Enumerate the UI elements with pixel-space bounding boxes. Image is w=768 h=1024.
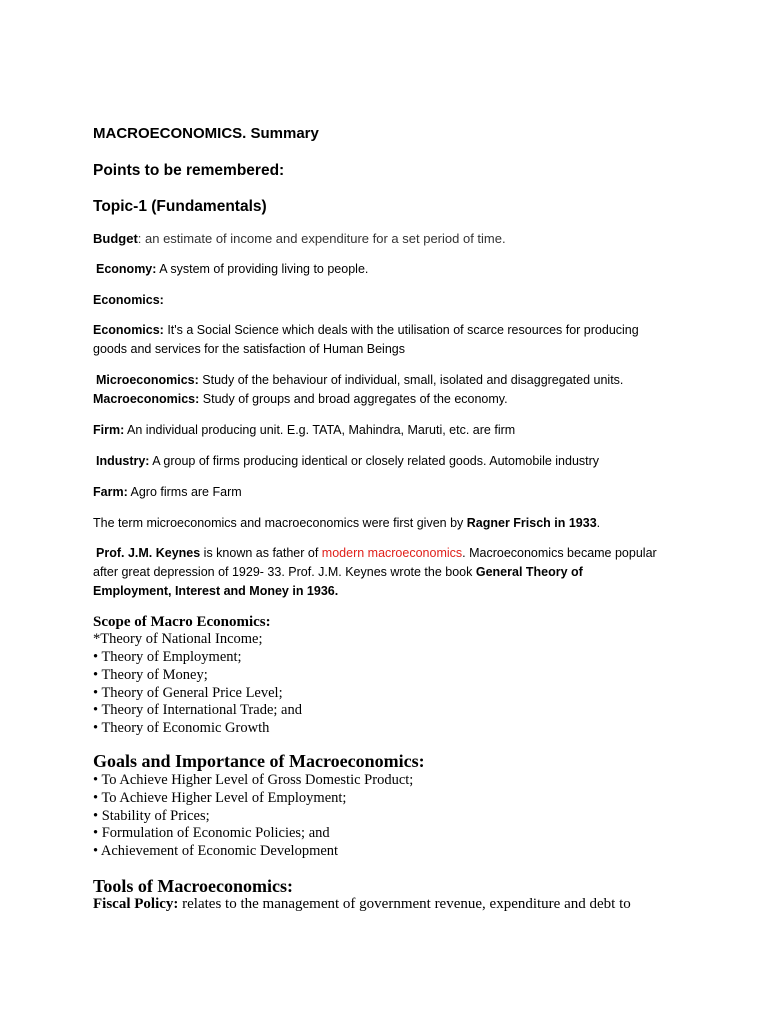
- fiscal-policy-paragraph: [93, 896, 631, 913]
- budget-definition: [93, 229, 506, 248]
- macro-text: Study of groups and broad aggregates of the economy.: [199, 392, 508, 406]
- keynes-book1: General Theory of: [475, 565, 583, 579]
- macro-term: Macroeconomics:: [93, 392, 200, 406]
- micro-definition: [96, 371, 623, 390]
- scope-first-item: *Theory of National Income;: [93, 631, 263, 647]
- economics-heading: Economics:: [93, 293, 164, 307]
- scope-list: [93, 649, 302, 738]
- tools-heading: Tools of Macroeconomics:: [93, 876, 293, 896]
- list-item: • Theory of General Price Level;: [93, 684, 283, 701]
- economics-text-line2: goods and services for the satisfaction of Human Beings: [93, 342, 405, 356]
- micro-term: Microeconomics:: [96, 373, 199, 387]
- macro-definition: [93, 390, 508, 409]
- term-origin-text: The term microeconomics and macroeconomics were first given by: [93, 516, 467, 530]
- keynes-paragraph-line2: [93, 563, 583, 582]
- firm-term: Firm:: [93, 423, 125, 437]
- economy-definition: [96, 260, 368, 279]
- list-item: • Theory of Money;: [93, 666, 208, 683]
- keynes-line2: after great depression of 1929- 33. Prof. J.M. Keynes wrote the book: [93, 565, 476, 579]
- keynes-book2: Employment, Interest and Money in 1936.: [93, 584, 339, 598]
- term-origin-bold: Ragner Frisch in 1933: [466, 516, 597, 530]
- farm-term: Farm:: [93, 485, 128, 499]
- list-item: • Formulation of Economic Policies; and: [93, 825, 330, 842]
- farm-definition: [93, 483, 242, 502]
- list-item: • Stability of Prices;: [93, 807, 210, 824]
- topic-heading: Topic-1 (Fundamentals): [93, 198, 267, 215]
- points-heading: Points to be remembered:: [93, 162, 285, 179]
- keynes-red-text: modern macroeconomics: [321, 546, 463, 560]
- keynes-paragraph: [96, 544, 657, 563]
- term-origin-end: .: [596, 516, 601, 530]
- farm-text: Agro firms are Farm: [127, 485, 242, 499]
- list-item: • Theory of International Trade; and: [93, 702, 302, 719]
- budget-text: : an estimate of income and expenditure for a set period of time.: [137, 231, 506, 246]
- keynes-term: Prof. J.M. Keynes: [96, 546, 201, 560]
- goals-list: [93, 772, 413, 861]
- list-item: • Theory of Employment;: [93, 649, 242, 665]
- fiscal-text: relates to the management of government revenue, expenditure and debt to: [178, 896, 631, 912]
- scope-heading: Scope of Macro Economics:: [93, 614, 271, 630]
- economics-term: Economics:: [93, 323, 164, 337]
- list-item: • Achievement of Economic Development: [93, 843, 339, 860]
- list-item: • Theory of Economic Growth: [93, 720, 270, 737]
- economics-definition: [93, 321, 639, 359]
- economics-text-line1: It's a Social Science which deals with the utilisation of scarce resources for producing: [163, 323, 639, 337]
- list-item: • To Achieve Higher Level of Employment;: [93, 789, 347, 806]
- term-origin-paragraph: [93, 514, 600, 533]
- keynes-text2: . Macroeconomics became popular: [462, 546, 657, 560]
- micro-text: Study of the behaviour of individual, small, isolated and disaggregated units.: [198, 373, 624, 387]
- keynes-text1: is known as father of: [200, 546, 322, 560]
- firm-definition: [93, 421, 515, 440]
- economy-text: A system of providing living to people.: [156, 262, 369, 276]
- list-item: • To Achieve Higher Level of Gross Domestic Product;: [93, 772, 414, 788]
- document-title: MACROECONOMICS. Summary: [93, 125, 319, 142]
- firm-text: An individual producing unit. E.g. TATA, Mahindra, Maruti, etc. are firm: [124, 423, 516, 437]
- goals-heading: Goals and Importance of Macroeconomics:: [93, 751, 425, 771]
- industry-text: A group of firms producing identical or closely related goods. Automobile industry: [149, 454, 600, 468]
- budget-term: Budget: [93, 231, 138, 246]
- fiscal-term: Fiscal Policy:: [93, 896, 179, 912]
- industry-definition: [96, 452, 599, 471]
- industry-term: Industry:: [96, 454, 150, 468]
- economy-term: Economy:: [96, 262, 157, 276]
